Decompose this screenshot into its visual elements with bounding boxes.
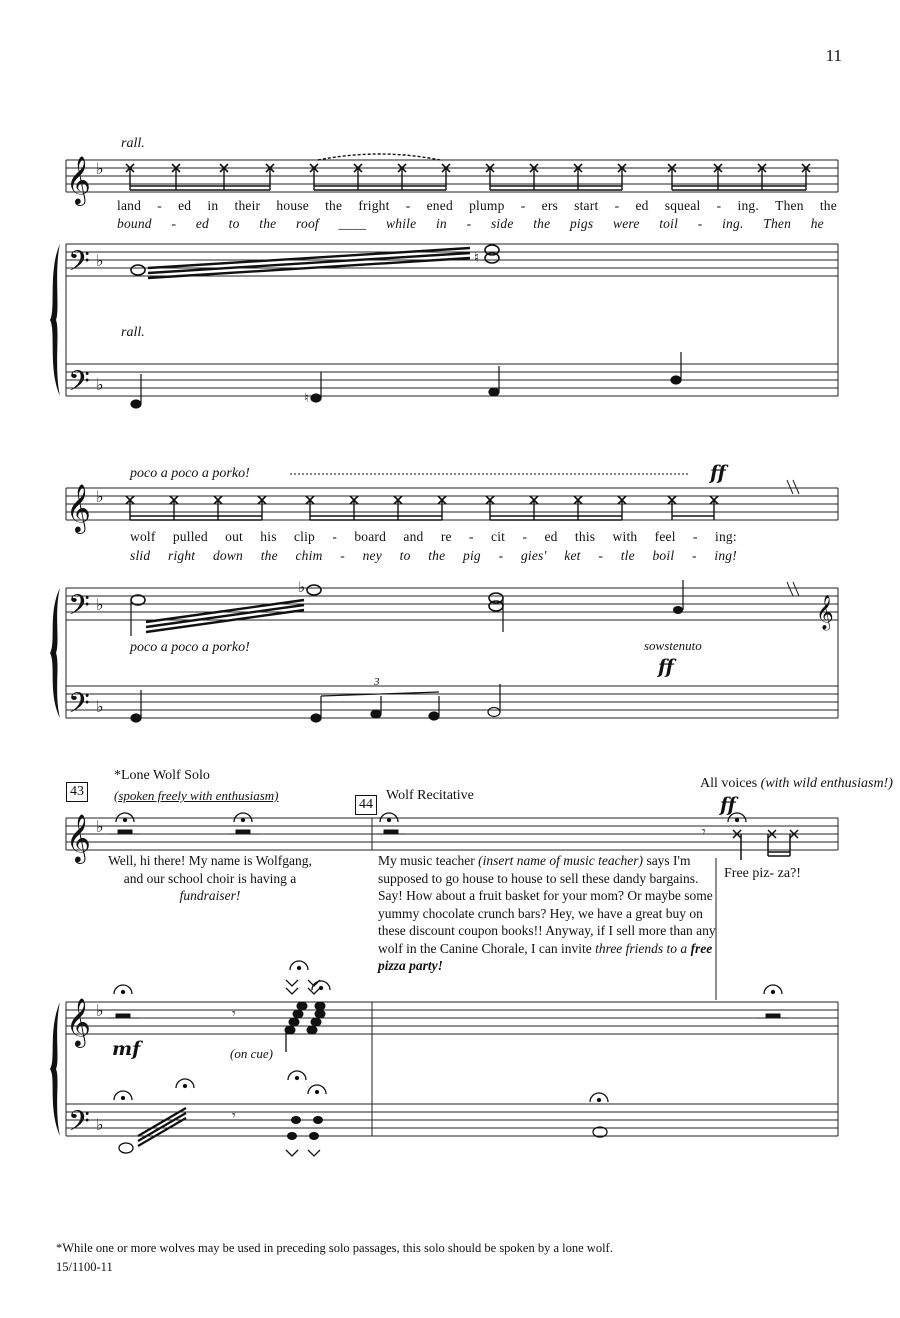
lyric-syllable: chim xyxy=(295,548,323,563)
svg-text:𝄾: 𝄾 xyxy=(702,824,706,840)
lyric-syllable: to xyxy=(228,216,240,231)
lyric-syllable: ed xyxy=(195,216,209,231)
lyric-syllable: ened xyxy=(426,198,453,213)
svg-text:♭: ♭ xyxy=(96,1001,104,1020)
lyric-syllable: the xyxy=(325,198,343,213)
staff-piano-rh-2 xyxy=(66,588,838,620)
lyric-syllable: boil xyxy=(652,548,675,563)
svg-text:♭: ♭ xyxy=(96,697,104,716)
lyric-syllable: - xyxy=(405,198,411,213)
svg-text:♭: ♭ xyxy=(96,159,104,178)
svg-text:𝄢: 𝄢 xyxy=(68,1105,90,1145)
svg-text:𝄢: 𝄢 xyxy=(68,245,90,285)
lyric-syllable: ing! xyxy=(714,548,737,563)
svg-text:♮: ♮ xyxy=(474,250,480,266)
lyric-syllable: ers xyxy=(541,198,558,213)
lyric-syllable: - xyxy=(171,216,177,231)
lyric-syllable: to xyxy=(399,548,411,563)
lyric-syllable: - xyxy=(469,529,474,544)
lyric-syllable: - xyxy=(340,548,345,563)
svg-text:♭: ♭ xyxy=(96,817,104,836)
lyric-syllable: ____ xyxy=(338,216,367,231)
recit-text-b: says I'm supposed to go house to house to sell these dandy bargains. Say! How about a fruit basket for your mom? Or maybe some yummy chocolate crunch bars? Hey, we have a great buy on these discount coupon books!! Anyway, if I sell more than any wolf in the Canine Chorale, I can invite xyxy=(378,853,716,956)
lyric-syllable: were xyxy=(612,216,640,231)
lyric-syllable: Then xyxy=(775,198,804,213)
lyric-syllable: house xyxy=(276,198,309,213)
lyric-syllable: ing. xyxy=(737,198,759,213)
lyric-syllable: tle xyxy=(620,548,635,563)
staff-piano-lh-1 xyxy=(66,364,838,396)
lyric-syllable: ing. xyxy=(722,216,744,231)
piano-direction-sys2: poco a poco a porko! xyxy=(130,640,250,655)
lyric-syllable: board xyxy=(354,529,387,544)
lyric-syllable: - xyxy=(498,548,504,563)
lyric-syllable: toil xyxy=(659,216,679,231)
recitative-spoken-text xyxy=(378,852,716,975)
voice-tempo-marking: rall. xyxy=(121,136,145,151)
beam-group-2 xyxy=(314,168,446,190)
svg-text:𝄞: 𝄞 xyxy=(66,483,91,532)
piano-tempo-marking: rall. xyxy=(121,325,145,340)
svg-text:𝄾: 𝄾 xyxy=(232,1108,236,1124)
solo-direction: (spoken freely with enthusiasm) xyxy=(114,788,279,803)
lyric-syllable: in xyxy=(207,198,219,213)
beam-group-3 xyxy=(490,168,622,190)
all-voices-direction: (with wild enthusiasm!) xyxy=(760,776,893,791)
svg-text:𝄢: 𝄢 xyxy=(68,687,90,727)
lyric-syllable: pigs xyxy=(569,216,594,231)
measure-number-43: 43 xyxy=(66,782,88,802)
lyric-syllable: he xyxy=(810,216,824,231)
svg-text:𝄞: 𝄞 xyxy=(66,155,91,204)
svg-text:𝄢: 𝄢 xyxy=(68,589,90,629)
lyric-syllable: ney xyxy=(362,548,382,563)
lyric-syllable: - xyxy=(716,198,722,213)
svg-text:♭: ♭ xyxy=(96,251,104,270)
piano-dynamic-sys2: ff xyxy=(658,656,674,678)
svg-text:♭: ♭ xyxy=(96,487,104,506)
staff-piano-lh-2 xyxy=(66,686,838,718)
svg-text:𝄞: 𝄞 xyxy=(66,813,91,862)
svg-text:𝄢: 𝄢 xyxy=(68,365,90,405)
lyric-syllable: their xyxy=(234,198,261,213)
lyrics-line-2-sys1 xyxy=(117,216,824,232)
lyric-syllable: fright xyxy=(358,198,390,213)
page-number: 11 xyxy=(825,46,842,65)
beam-group-1 xyxy=(130,168,270,190)
svg-text:𝄾: 𝄾 xyxy=(232,1006,236,1022)
svg-text:♭: ♭ xyxy=(96,1115,104,1134)
triplet-marker: 3 xyxy=(374,676,380,688)
lyric-syllable: - xyxy=(522,529,528,544)
recit-text-a: My music teacher xyxy=(378,853,479,868)
catalog-number: 15/1100-11 xyxy=(56,1260,113,1274)
lyric-syllable: ed xyxy=(544,529,558,544)
lyric-syllable: pulled xyxy=(172,529,208,544)
lyric-syllable: start xyxy=(574,198,599,213)
lyric-syllable: this xyxy=(574,529,596,544)
svg-text:𝄞: 𝄞 xyxy=(66,997,91,1046)
lyric-syllable: gies' xyxy=(520,548,547,563)
lyric-syllable: roof xyxy=(296,216,319,231)
lyric-syllable: squeal xyxy=(664,198,701,213)
lyrics-line-1-sys2 xyxy=(130,529,737,545)
lyric-syllable: and xyxy=(403,529,424,544)
lyric-syllable: the xyxy=(533,216,551,231)
lyric-syllable: - xyxy=(332,529,338,544)
lyric-syllable: side xyxy=(490,216,514,231)
all-voices-label xyxy=(700,776,893,792)
lyric-syllable: plump xyxy=(469,198,505,213)
recit-text-end: three friends to a xyxy=(595,940,691,956)
all-voices-dynamic: ff xyxy=(720,794,736,816)
recitative-title: Wolf Recitative xyxy=(386,788,474,803)
lyric-syllable: - xyxy=(691,548,697,563)
lyric-syllable: wolf xyxy=(130,529,156,544)
lyric-syllable: feel xyxy=(654,529,676,544)
lyric-syllable: in xyxy=(435,216,447,231)
svg-text:♭: ♭ xyxy=(298,578,306,596)
lyric-syllable: slid xyxy=(130,548,151,563)
lyric-syllable: - xyxy=(466,216,472,231)
svg-text:𝄞: 𝄞 xyxy=(816,595,834,630)
lyric-syllable: - xyxy=(598,548,604,563)
all-voices-lyric: Free piz- za?! xyxy=(724,866,801,881)
all-voices-text: All voices xyxy=(700,776,761,791)
lyric-syllable: - xyxy=(520,198,526,213)
lyric-syllable: right xyxy=(168,548,196,563)
lyric-syllable: land xyxy=(117,198,142,213)
lyric-syllable: cit xyxy=(491,529,506,544)
lyric-syllable: out xyxy=(225,529,243,544)
lyrics-line-2-sys2 xyxy=(130,548,737,564)
lyric-syllable: clip xyxy=(293,529,316,544)
lyric-syllable: - xyxy=(697,216,703,231)
staff-piano-rh-3 xyxy=(66,1002,838,1034)
lyric-syllable: his xyxy=(260,529,277,544)
solo-spoken-text xyxy=(104,852,316,905)
lyric-syllable: while xyxy=(386,216,417,231)
recit-text-end-bold: free pizza party! xyxy=(378,940,713,973)
lyric-syllable: ed xyxy=(178,198,192,213)
lyric-syllable: ing: xyxy=(715,529,737,544)
lyric-syllable: Then xyxy=(763,216,792,231)
lyric-syllable: the xyxy=(260,548,278,563)
lyric-syllable: the xyxy=(428,548,446,563)
lyric-syllable: - xyxy=(157,198,162,213)
solo-title: *Lone Wolf Solo xyxy=(114,768,210,783)
solo-text: Well, hi there! My name is Wolfgang, and our school choir is having a xyxy=(108,853,312,886)
lyrics-line-1-sys1 xyxy=(117,198,837,214)
voice-dynamic-sys2: ff xyxy=(710,462,726,484)
lyric-syllable: the xyxy=(259,216,277,231)
lyric-syllable: with xyxy=(612,529,638,544)
lyric-syllable: bound xyxy=(117,216,152,231)
measure-number-44: 44 xyxy=(355,795,377,815)
piano-dynamic-sys3: mf xyxy=(112,1038,141,1060)
lyric-syllable: pig xyxy=(463,548,481,563)
staff-voice-2 xyxy=(66,488,838,520)
lyric-syllable: ed xyxy=(635,198,649,213)
lyric-syllable: - xyxy=(614,198,620,213)
lyric-syllable: ket xyxy=(564,548,581,563)
svg-text:♭: ♭ xyxy=(96,595,104,614)
beam-group-4 xyxy=(672,168,806,190)
lyric-syllable: the xyxy=(819,198,837,213)
piano-articulation-sys2: sowstenuto xyxy=(644,638,702,653)
on-cue-direction: (on cue) xyxy=(230,1046,273,1061)
recit-text-insert: (insert name of music teacher) xyxy=(478,853,644,868)
lyric-syllable: re xyxy=(440,529,452,544)
lyric-syllable: - xyxy=(693,529,698,544)
staff-voice-3 xyxy=(66,818,838,850)
svg-text:♭: ♭ xyxy=(96,375,104,394)
solo-text-emphasis: fundraiser! xyxy=(179,888,241,903)
lyric-syllable: down xyxy=(212,548,244,563)
voice-direction-sys2: poco a poco a porko! xyxy=(130,466,250,481)
footnote: *While one or more wolves may be used in preceding solo passages, this solo should be spoken by a lone wolf. xyxy=(56,1241,613,1255)
svg-text:♮: ♮ xyxy=(304,391,309,406)
